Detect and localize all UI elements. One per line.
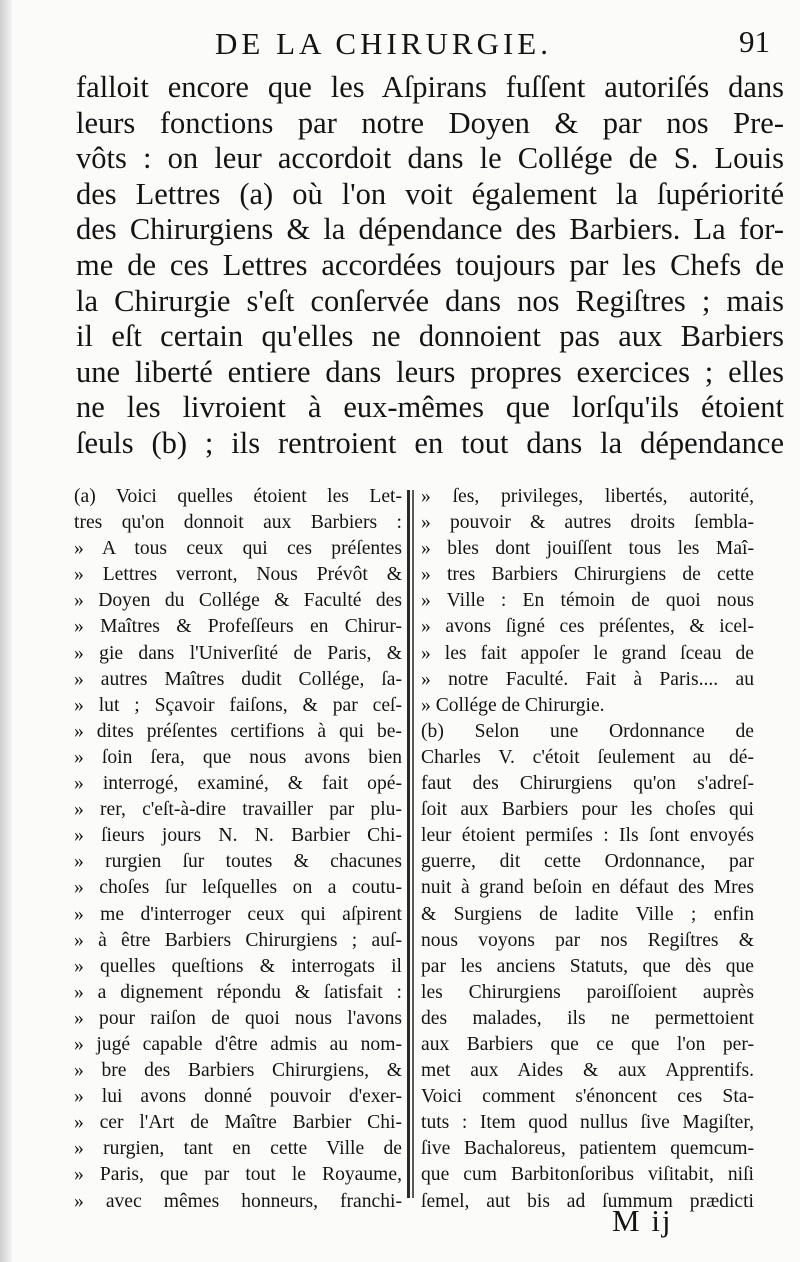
main-text-line: me de ces Lettres accordées toujours par les Chefs de (76, 247, 784, 282)
main-text-block (76, 70, 784, 462)
footnote-line: (a) Voici quelles étoient les Let- (74, 486, 402, 507)
footnote-line: » tres Barbiers Chirurgiens de cette (421, 564, 754, 586)
footnote-line: » Ville : En témoin de quoi nous (421, 590, 754, 612)
footnote-line: Charles V. c'étoit ſeulement au dé- (421, 746, 754, 768)
footnote-line: » à être Barbiers Chirurgiens ; auſ- (74, 929, 402, 951)
footnote-line: par les anciens Statuts, que dès que (421, 955, 754, 977)
footnote-line: guerre, dit cette Ordonnance, par (421, 851, 754, 873)
footnote-line: nous voyons par nos Regiſtres & (421, 929, 754, 951)
footnote-line: » ſes, privileges, libertés, autorité, (421, 486, 754, 507)
footnote-line: » rer, c'eſt-à-dire travailler par plu- (74, 799, 402, 821)
footnote-line: ſemel, aut bis ad ſummum prædicti (421, 1190, 754, 1212)
main-text-line: des Lettres (a) où l'on voit également la ſupériorité (76, 176, 784, 211)
footnote-line: (b) Selon une Ordonnance de (421, 720, 754, 742)
footnote-line: » rurgien ſur toutes & chacunes (74, 851, 402, 873)
footnote-line: » ſoin ſera, que nous avons bien (74, 746, 402, 768)
footnote-line: » jugé capable d'être admis au nom- (74, 1033, 402, 1055)
footnote-line: que cum Barbitonſoribus viſitabit, niſi (421, 1164, 754, 1186)
footnote-line: » Collége de Chirurgie. (421, 694, 605, 716)
footnote-column-left (74, 484, 402, 1215)
main-text-line: ne les livroient à eux-mêmes que lorſqu'ils étoient (76, 390, 784, 425)
footnote-line: tuts : Item quod nullus ſive Magiſter, (421, 1112, 754, 1134)
footnote-line: » pour raiſon de quoi nous l'avons (74, 1007, 402, 1029)
footnote-line: » cer l'Art de Maître Barbier Chi- (74, 1112, 402, 1134)
footnote-line: » avons ſigné ces préſentes, & icel- (421, 616, 754, 638)
running-head: DE LA CHIRURGIE. (215, 26, 552, 61)
footnote-line: tres qu'on donnoit aux Barbiers : (74, 512, 402, 534)
signature-mark: M ij (612, 1203, 673, 1238)
footnote-line: » bles dont jouiſſent tous les Maî- (421, 538, 754, 560)
footnote-line: » Doyen du Collége & Faculté des (74, 590, 402, 612)
footnote-column-right (421, 484, 754, 1215)
footnote-line: » quelles queſtions & interrogats il (74, 955, 402, 977)
footnote-line: » a dignement répondu & ſatisfait : (74, 981, 402, 1003)
footnote-line: met aux Aides & aux Apprentifs. (421, 1060, 754, 1082)
footnote-line: » interrogé, examiné, & fait opé- (74, 773, 402, 795)
footnote-line: » A tous ceux qui ces préſentes (74, 538, 402, 560)
footnote-line: » choſes ſur leſquelles on a coutu- (74, 877, 402, 899)
main-text-line: il eſt certain qu'elles ne donnoient pas aux Barbiers (76, 319, 784, 354)
footnote-line: » gie dans l'Univerſité de Paris, & (74, 642, 402, 664)
footnote-line: & Surgiens de ladite Ville ; enfin (421, 903, 754, 925)
footnote-line: » ſieurs jours N. N. Barbier Chi- (74, 825, 402, 847)
footnote-line: » Lettres verront, Nous Prévôt & (74, 564, 402, 586)
page-number: 91 (739, 24, 770, 59)
footnote-line: » Paris, que par tout le Royaume, (74, 1164, 402, 1186)
footnote-line: » Maîtres & Profeſſeurs en Chirur- (74, 616, 402, 638)
page-gutter-shadow (0, 0, 12, 1262)
footnote-line: » les fait appoſer le grand ſceau de (421, 642, 754, 664)
footnote-line: » notre Faculté. Fait à Paris.... au (421, 668, 754, 690)
footnote-line: nuit à grand beſoin en défaut des Mres (421, 877, 754, 899)
main-text-line: ſeuls (b) ; ils rentroient en tout dans la dépendance (76, 425, 784, 460)
footnote-line: Voici comment s'énoncent ces Sta- (421, 1086, 754, 1108)
footnote-line: les Chirurgiens paroiſſoient auprès (421, 981, 754, 1003)
main-text-line: des Chirurgiens & la dépendance des Barbiers. La for- (76, 212, 784, 247)
footnote-line: » me d'interroger ceux qui aſpirent (74, 903, 402, 925)
footnote-line: » lui avons donné pouvoir d'exer- (74, 1086, 402, 1108)
footnote-line: ſive Bachaloreus, patientem quemcum- (421, 1138, 754, 1160)
footnote-line: » autres Maîtres dudit Collége, ſa- (74, 668, 402, 690)
footnote-line: » lut ; Sçavoir faiſons, & par ceſ- (74, 694, 402, 716)
footnote-line: » pouvoir & autres droits ſembla- (421, 512, 754, 534)
main-text-line: falloit encore que les Aſpirans fuſſent autoriſés dans (76, 70, 784, 104)
column-divider-rule-thin (412, 490, 414, 1198)
footnote-line: » dites préſentes certifions à qui be- (74, 720, 402, 742)
footnote-line: » avec mêmes honneurs, franchi- (74, 1190, 402, 1212)
footnote-line: » bre des Barbiers Chirurgiens, & (74, 1060, 402, 1082)
main-text-line: une liberté entiere dans leurs propres exercices ; elles (76, 354, 784, 389)
column-divider-rule (407, 490, 410, 1198)
main-text-line: vôts : on leur accordoit dans le Collége de S. Louis (76, 141, 784, 176)
footnote-line: leur étoient permiſes : Ils ſont envoyés (421, 825, 754, 847)
footnote-line: ſoit aux Barbiers pour les choſes qui (421, 799, 754, 821)
main-text-line: la Chirurgie s'eſt conſervée dans nos Regiſtres ; mais (76, 283, 784, 318)
footnote-line: aux Barbiers que ce que l'on per- (421, 1033, 754, 1055)
footnote-line: faut des Chirurgiens qu'on s'adreſ- (421, 773, 754, 795)
main-text-line: leurs fonctions par notre Doyen & par nos Pre- (76, 105, 784, 140)
footnote-line: » rurgien, tant en cette Ville de (74, 1138, 402, 1160)
footnote-line: des malades, ils ne permettoient (421, 1007, 754, 1029)
